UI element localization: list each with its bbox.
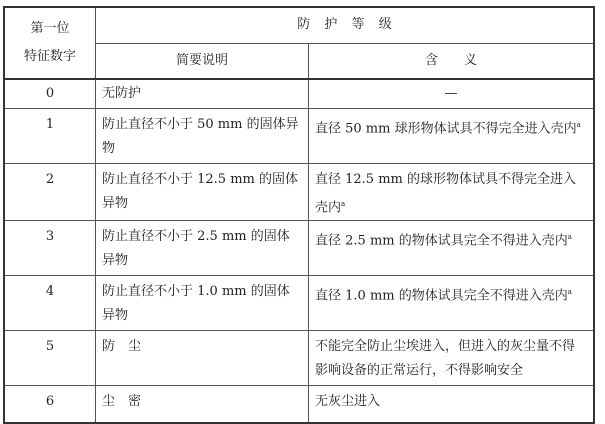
header-first-digit-line1: 第一位 — [30, 21, 70, 36]
meaning-text: 直径 2.5 mm 的物体试具完全不得进入壳内 — [315, 233, 568, 249]
description-cell: 无防护 — [96, 79, 309, 109]
digit-cell: 3 — [4, 221, 96, 276]
meaning-cell: 不能完全防止尘埃进入，但进入的灰尘量不得影响设备的正常运行，不得影响安全 — [309, 331, 595, 386]
digit-cell: 0 — [4, 79, 96, 109]
meaning-cell — [309, 164, 595, 221]
description-cell: 防 尘 — [96, 331, 309, 386]
digit-cell: 5 — [4, 331, 96, 386]
header-protection-level: 防 护 等 级 — [96, 7, 595, 43]
protection-level-table — [3, 6, 595, 424]
header-first-digit — [4, 7, 96, 79]
table-row — [4, 386, 594, 424]
meaning-cell — [309, 221, 595, 276]
meaning-text: 直径 12.5 mm 的球形物体试具不得完全进入壳内 — [315, 172, 576, 216]
digit-cell: 2 — [4, 164, 96, 221]
description-cell: 防止直径不小于 12.5 mm 的固体异物 — [96, 164, 309, 221]
footnote-marker: a — [567, 233, 572, 242]
meaning-cell — [309, 276, 595, 331]
meaning-text: 直径 50 mm 球形物体试具不得完全进入壳内 — [315, 121, 577, 137]
digit-cell: 4 — [4, 276, 96, 331]
header-meaning: 含 义 — [309, 43, 595, 79]
footnote-marker: a — [567, 288, 572, 297]
description-cell: 防止直径不小于 50 mm 的固体异物 — [96, 109, 309, 164]
meaning-text: 直径 1.0 mm 的物体试具完全不得进入壳内 — [315, 288, 568, 304]
footnote-marker: a — [341, 200, 346, 208]
footnote-marker: a — [576, 121, 581, 129]
description-cell: 尘 密 — [96, 386, 309, 424]
header-brief-description: 简要说明 — [96, 43, 309, 79]
table-row — [4, 221, 594, 276]
meaning-cell: 无灰尘进入 — [309, 386, 595, 424]
meaning-cell — [309, 109, 595, 164]
header-first-digit-line2: 特征数字 — [23, 49, 76, 64]
description-cell: 防止直径不小于 2.5 mm 的固体异物 — [96, 221, 309, 276]
meaning-cell: — — [309, 79, 595, 109]
digit-cell: 1 — [4, 109, 96, 164]
table-row — [4, 276, 594, 331]
table-row — [4, 109, 594, 164]
table-row — [4, 79, 594, 109]
table-row — [4, 331, 594, 386]
description-cell: 防止直径不小于 1.0 mm 的固体异物 — [96, 276, 309, 331]
digit-cell: 6 — [4, 386, 96, 424]
table-row — [4, 164, 594, 221]
